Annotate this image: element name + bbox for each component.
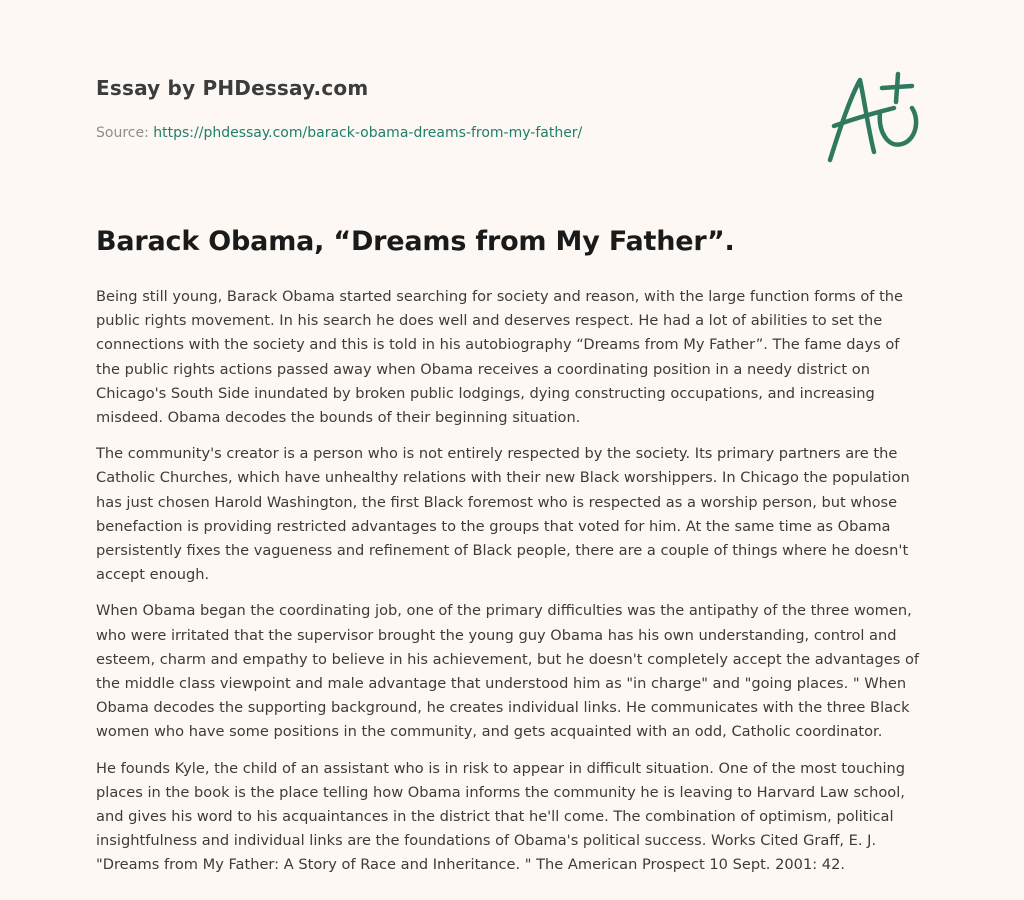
essay-paragraph: The community's creator is a person who is not entirely respected by the society. Its primary partners are the Catholic Churches, which have unhealthy relations with their new Black worshippers. In Chicago the population has just chosen Harold Washington, the first Black foremost who is respected as a worship person, but whose benefaction is providing restricted advantages to the groups that voted for him. At the same time as Obama persistently fixes the vagueness and refinement of Black people, there are a couple of things where he doesn't accept enough. bbox=[96, 445, 910, 584]
essay-paragraph: Being still young, Barack Obama started searching for society and reason, with the large function forms of the public rights movement. In his search he does well and deserves respect. He had a lot of abilities to set the connections with the society and this is told in his autobiography “Dreams from My Father”. The fame days of the public rights actions passed away when Obama receives a coordinating position in a needy district on Chicago's South Side inundated by broken public lodgings, dying constructing occupations, and increasing misdeed. Obama decodes the bounds of their beginning situation. bbox=[96, 288, 904, 427]
site-brand: Essay by PHDessay.com bbox=[96, 76, 369, 100]
source-label: Source: bbox=[96, 125, 149, 141]
source-line bbox=[96, 125, 796, 141]
essay-title: Barack Obama, “Dreams from My Father”. bbox=[96, 226, 735, 257]
source-link[interactable]: https://phdessay.com/barack-obama-dreams-from-my-father/ bbox=[153, 125, 583, 141]
essay-paragraph: When Obama began the coordinating job, one of the primary difficulties was the antipathy of the three women, who were irritated that the supervisor brought the young guy Obama has his own understanding, control and esteem, charm and empathy to believe in his achievement, but he doesn't completely accept the advantages of the middle class viewpoint and male advantage that understood him as "in charge" and "going places. " When Obama decodes the supporting background, he creates individual links. He communicates with the three Black women who have some positions in the community, and gets acquainted with an odd, Catholic coordinator. bbox=[96, 602, 920, 741]
page-header bbox=[96, 76, 796, 141]
essay-body bbox=[96, 285, 926, 890]
essay-paragraph: He founds Kyle, the child of an assistant who is in risk to appear in difficult situation. One of the most touching places in the book is the place telling how Obama informs the community he is leaving to Harvard Law school, and gives his word to his acquaintances in the district that he'll come. The combination of optimism, political insightfulness and individual links are the foundations of Obama's political success. Works Cited Graff, E. J. "Dreams from My Father: A Story of Race and Inheritance. " The American Prospect 10 Sept. 2001: 42. bbox=[96, 759, 906, 874]
a-plus-logo-icon bbox=[820, 68, 930, 168]
